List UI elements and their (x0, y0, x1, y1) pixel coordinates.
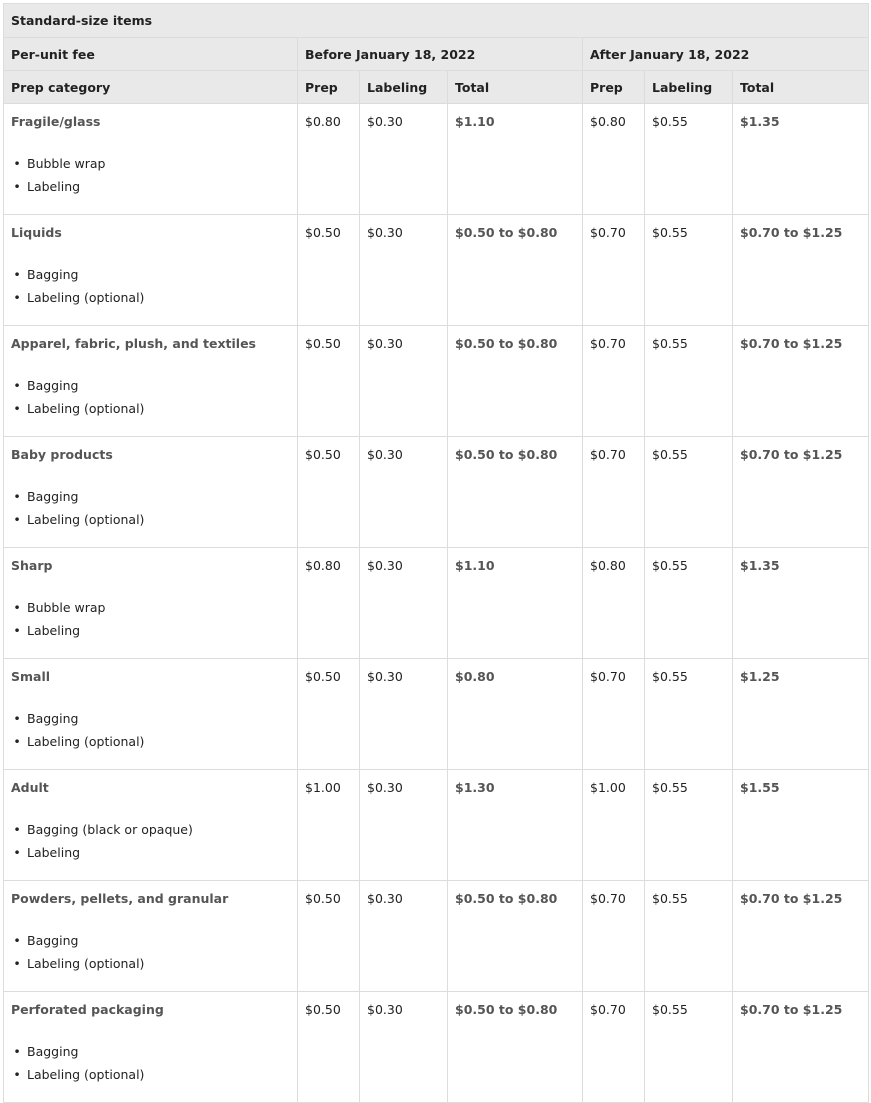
prep-category-cell (4, 215, 298, 326)
prep-steps-list (11, 374, 290, 420)
after-prep-cell: $0.70 (583, 992, 645, 1103)
after-prep-cell: $0.70 (583, 215, 645, 326)
col-before-labeling: Labeling (360, 71, 448, 104)
before-prep-cell: $0.50 (298, 326, 360, 437)
prep-step-item: • Bagging (27, 485, 290, 508)
after-total-cell: $1.35 (733, 548, 869, 659)
prep-step-item: • Labeling (optional) (27, 952, 290, 975)
after-labeling-cell: $0.55 (645, 548, 733, 659)
prep-step-item: • Bagging (27, 707, 290, 730)
before-total-cell: $1.10 (448, 548, 583, 659)
table-title: Standard-size items (4, 4, 869, 38)
before-labeling-cell: $0.30 (360, 326, 448, 437)
prep-category-cell (4, 770, 298, 881)
category-name: Perforated packaging (11, 1002, 164, 1017)
prep-step-item: • Labeling (optional) (27, 508, 290, 531)
prep-steps-list (11, 1040, 290, 1086)
col-after-prep: Prep (583, 71, 645, 104)
category-name: Apparel, fabric, plush, and textiles (11, 336, 256, 351)
before-total-cell: $1.30 (448, 770, 583, 881)
prep-category-cell (4, 992, 298, 1103)
before-total-cell: $0.50 to $0.80 (448, 992, 583, 1103)
before-prep-cell: $0.50 (298, 992, 360, 1103)
prep-steps-list (11, 263, 290, 309)
prep-step-item: • Labeling (optional) (27, 397, 290, 420)
before-total-cell: $0.80 (448, 659, 583, 770)
after-prep-cell: $0.70 (583, 437, 645, 548)
after-total-cell: $0.70 to $1.25 (733, 215, 869, 326)
fee-label: Per-unit fee (4, 38, 298, 71)
prep-step-item: • Labeling (27, 175, 290, 198)
prep-category-cell (4, 326, 298, 437)
after-labeling-cell: $0.55 (645, 659, 733, 770)
prep-steps-list (11, 707, 290, 753)
after-total-cell: $0.70 to $1.25 (733, 881, 869, 992)
after-labeling-cell: $0.55 (645, 992, 733, 1103)
col-prep-category: Prep category (4, 71, 298, 104)
after-labeling-cell: $0.55 (645, 215, 733, 326)
before-prep-cell: $1.00 (298, 770, 360, 881)
after-total-cell: $0.70 to $1.25 (733, 437, 869, 548)
before-total-cell: $0.50 to $0.80 (448, 215, 583, 326)
after-labeling-cell: $0.55 (645, 770, 733, 881)
after-total-cell: $0.70 to $1.25 (733, 326, 869, 437)
before-total-cell: $0.50 to $0.80 (448, 437, 583, 548)
table-row (4, 326, 869, 437)
prep-step-item: • Bagging (27, 374, 290, 397)
prep-step-item: • Bubble wrap (27, 152, 290, 175)
after-prep-cell: $0.80 (583, 548, 645, 659)
category-name: Fragile/glass (11, 114, 101, 129)
before-total-cell: $0.50 to $0.80 (448, 881, 583, 992)
before-prep-cell: $0.50 (298, 881, 360, 992)
before-prep-cell: $0.50 (298, 659, 360, 770)
after-prep-cell: $0.70 (583, 659, 645, 770)
category-name: Liquids (11, 225, 62, 240)
before-labeling-cell: $0.30 (360, 770, 448, 881)
before-prep-cell: $0.80 (298, 548, 360, 659)
table-row (4, 770, 869, 881)
prep-step-item: • Bagging (27, 1040, 290, 1063)
after-labeling-cell: $0.55 (645, 437, 733, 548)
prep-steps-list (11, 818, 290, 864)
prep-step-item: • Labeling (optional) (27, 286, 290, 309)
col-after-total: Total (733, 71, 869, 104)
prep-step-item: • Bubble wrap (27, 596, 290, 619)
table-row (4, 881, 869, 992)
fee-table (3, 3, 869, 1103)
col-before-prep: Prep (298, 71, 360, 104)
category-name: Small (11, 669, 51, 684)
prep-steps-list (11, 152, 290, 198)
col-before-total: Total (448, 71, 583, 104)
after-prep-cell: $1.00 (583, 770, 645, 881)
before-prep-cell: $0.80 (298, 104, 360, 215)
table-body (4, 104, 869, 1103)
after-prep-cell: $0.70 (583, 881, 645, 992)
after-total-cell: $1.55 (733, 770, 869, 881)
period-after-header: After January 18, 2022 (583, 38, 869, 71)
prep-category-cell (4, 437, 298, 548)
col-after-labeling: Labeling (645, 71, 733, 104)
after-total-cell: $1.35 (733, 104, 869, 215)
category-name: Adult (11, 780, 49, 795)
prep-category-cell (4, 659, 298, 770)
category-name: Powders, pellets, and granular (11, 891, 229, 906)
prep-category-cell (4, 881, 298, 992)
prep-category-cell (4, 548, 298, 659)
prep-step-item: • Bagging (27, 929, 290, 952)
prep-step-item: • Bagging (black or opaque) (27, 818, 290, 841)
before-labeling-cell: $0.30 (360, 437, 448, 548)
before-labeling-cell: $0.30 (360, 659, 448, 770)
prep-steps-list (11, 485, 290, 531)
after-labeling-cell: $0.55 (645, 104, 733, 215)
before-labeling-cell: $0.30 (360, 104, 448, 215)
before-total-cell: $1.10 (448, 104, 583, 215)
period-before-header: Before January 18, 2022 (298, 38, 583, 71)
table-row (4, 104, 869, 215)
before-total-cell: $0.50 to $0.80 (448, 326, 583, 437)
before-labeling-cell: $0.30 (360, 215, 448, 326)
category-name: Sharp (11, 558, 53, 573)
prep-step-item: • Labeling (optional) (27, 1063, 290, 1086)
after-total-cell: $1.25 (733, 659, 869, 770)
prep-step-item: • Labeling (optional) (27, 730, 290, 753)
table-row (4, 437, 869, 548)
prep-step-item: • Bagging (27, 263, 290, 286)
after-labeling-cell: $0.55 (645, 881, 733, 992)
table-row (4, 992, 869, 1103)
table-row (4, 215, 869, 326)
prep-category-cell (4, 104, 298, 215)
before-prep-cell: $0.50 (298, 437, 360, 548)
before-prep-cell: $0.50 (298, 215, 360, 326)
after-total-cell: $0.70 to $1.25 (733, 992, 869, 1103)
table-row (4, 548, 869, 659)
before-labeling-cell: $0.30 (360, 881, 448, 992)
table-row (4, 659, 869, 770)
after-prep-cell: $0.80 (583, 104, 645, 215)
prep-steps-list (11, 929, 290, 975)
prep-step-item: • Labeling (27, 841, 290, 864)
prep-step-item: • Labeling (27, 619, 290, 642)
before-labeling-cell: $0.30 (360, 548, 448, 659)
after-labeling-cell: $0.55 (645, 326, 733, 437)
before-labeling-cell: $0.30 (360, 992, 448, 1103)
category-name: Baby products (11, 447, 113, 462)
after-prep-cell: $0.70 (583, 326, 645, 437)
prep-steps-list (11, 596, 290, 642)
